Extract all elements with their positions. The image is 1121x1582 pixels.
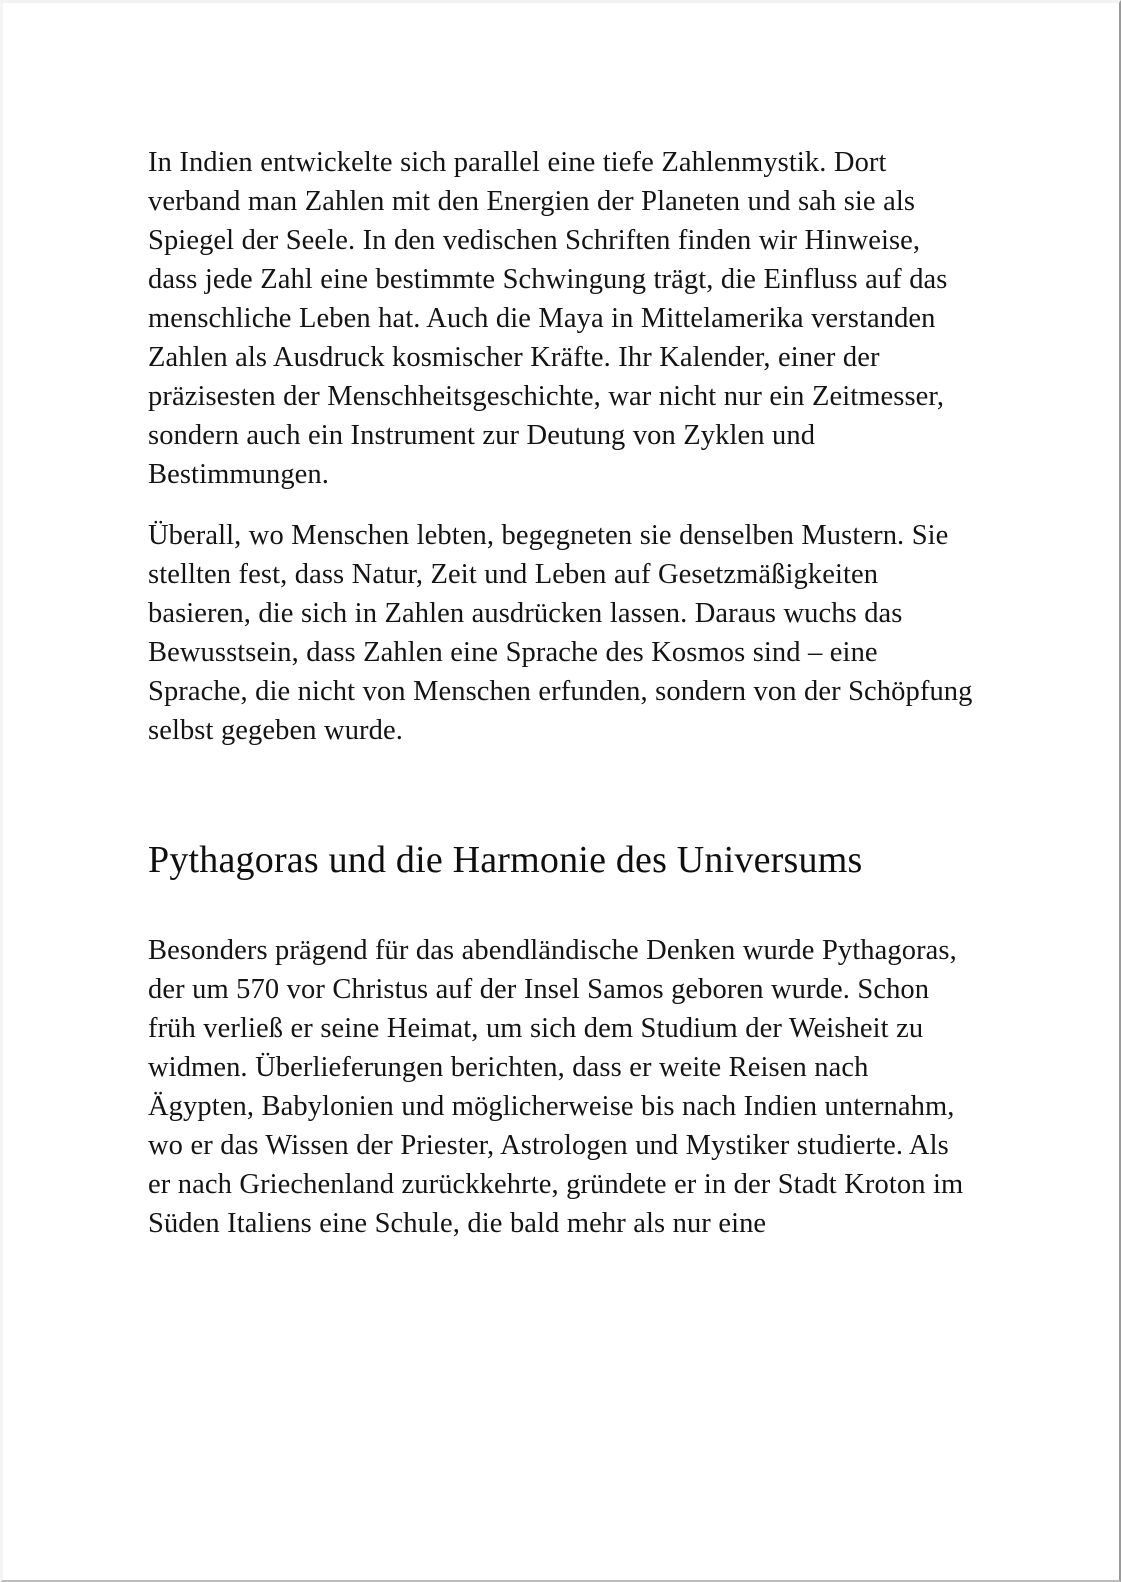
heading-top-spacer [148, 772, 973, 834]
section-heading-pythagoras: Pythagoras und die Harmonie des Universums [148, 839, 863, 881]
heading-bottom-spacer [148, 886, 973, 931]
document-text-column [148, 143, 973, 1265]
paragraph-ueberall: Überall, wo Menschen lebten, begegneten sie denselben Mustern. Sie stellten fest, dass Natur, Zeit und Leben auf Gesetzmäßigkeiten basieren, die sich in Zahlen ausdrücken lassen. Daraus wuchs das Bewusstsein, dass Zahlen eine Sprache des Kosmos sind – eine Sprache, die nicht von Menschen erfunden, sondern von der Schöpfung selbst gegeben wurde. [148, 520, 973, 746]
paragraph-besonders: Besonders prägend für das abendländische Denken wurde Pythagoras, der um 570 vor Christus auf der Insel Samos geboren wurde. Schon früh verließ er seine Heimat, um sich dem Studium der Weisheit zu widmen. Überlieferungen berichten, dass er weite Reisen nach Ägypten, Babylonien und möglicherweise bis nach Indien unternahm, wo er das Wissen der Priester, Astrologen und Mystiker studierte. Als er nach Griechenland zurückkehrte, gründete er in der Stadt Kroton im Süden Italiens eine Schule, die bald mehr als nur eine [148, 935, 964, 1239]
paragraph-indien: In Indien entwickelte sich parallel eine tiefe Zahlenmystik. Dort verband man Zahlen mit den Energien der Planeten und sah sie als Spiegel der Seele. In den vedischen Schriften finden wir Hinweise, dass jede Zahl eine bestimmte Schwingung trägt, die Einfluss auf das menschliche Leben hat. Auch die Maya in Mittelamerika verstanden Zahlen als Ausdruck kosmischer Kräfte. Ihr Kalender, einer der präzisesten der Menschheitsgeschichte, war nicht nur ein Zeitmesser, sondern auch ein Instrument zur Deutung von Zyklen und Bestimmungen. [148, 147, 948, 490]
